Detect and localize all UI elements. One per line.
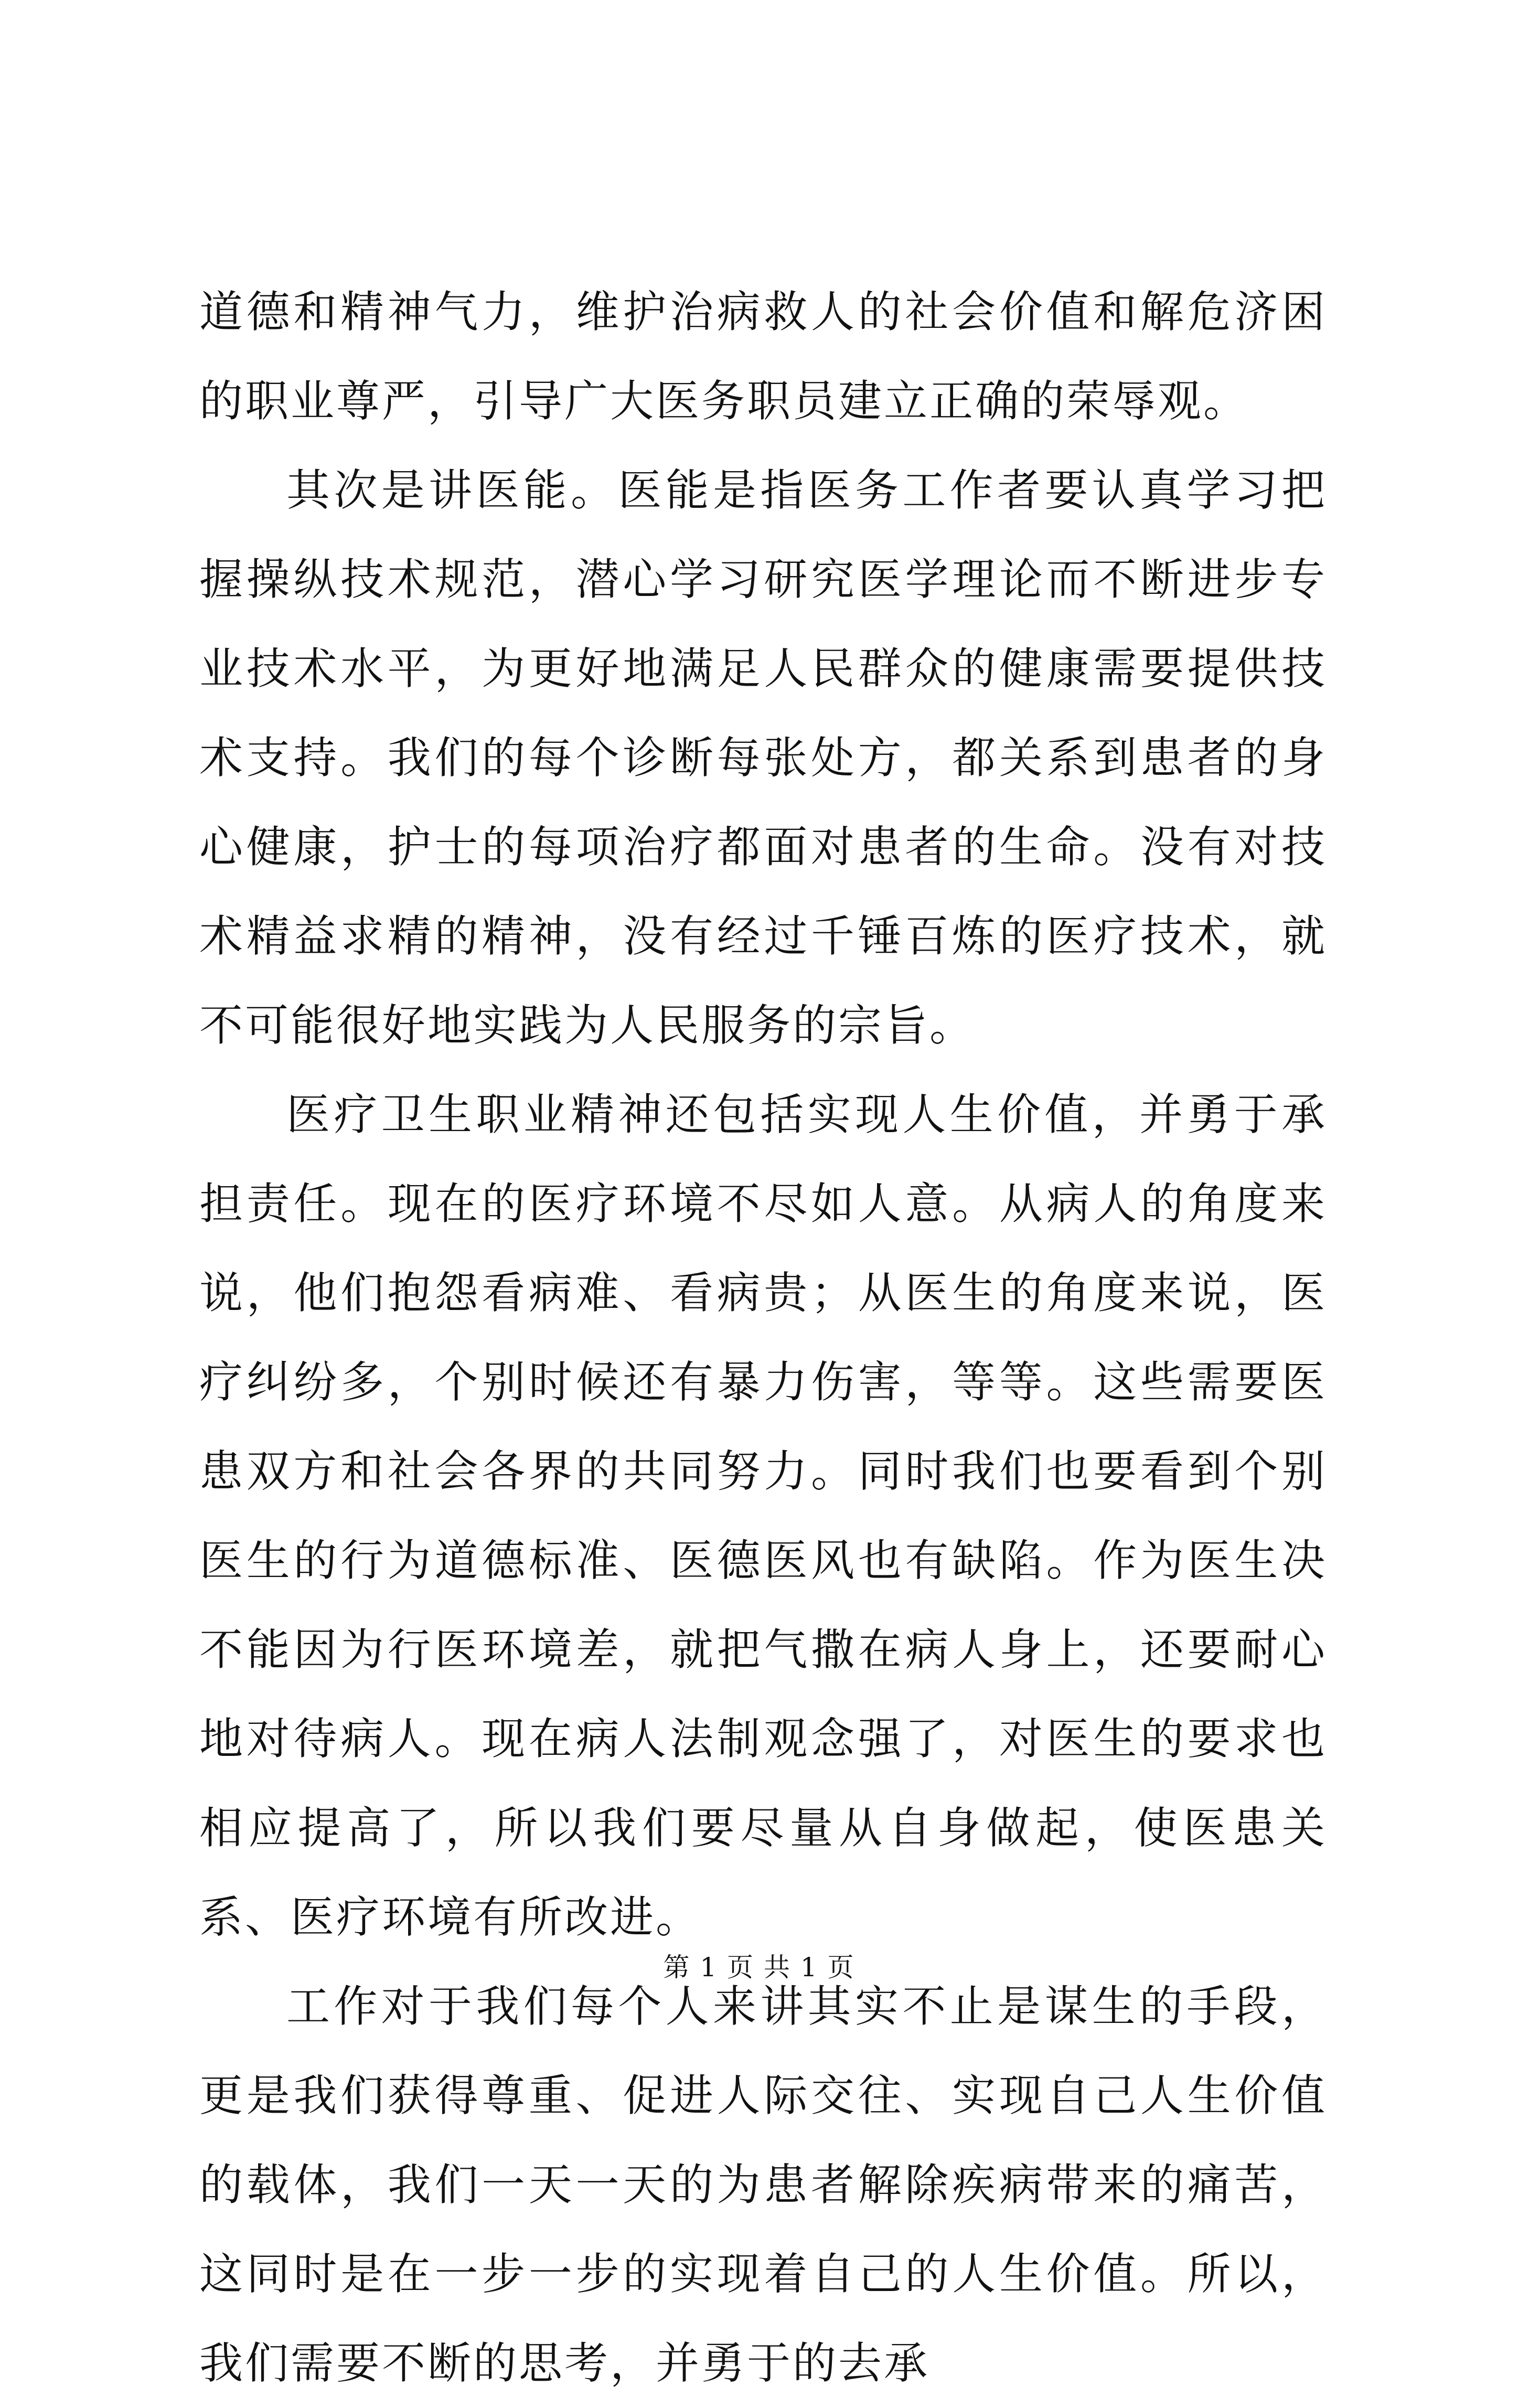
- document-body: [199, 268, 1327, 2408]
- paragraph-1: 道德和精神气力，维护治病救人的社会价值和解危济困的职业尊严，引导广大医务职员建立正确的荣辱观。: [199, 286, 1327, 427]
- page-number-footer: 第 1 页 共 1 页: [663, 1952, 855, 1983]
- paragraph-3: 医疗卫生职业精神还包括实现人生价值，并勇于承担责任。现在的医疗环境不尽如人意。从病人的角度来说，他们抱怨看病难、看病贵；从医生的角度来说，医疗纠纷多，个别时候还有暴力伤害，等等。这些需要医患双方和社会各界的共同努力。同时我们也要看到个别医生的行为道德标准、医德医风也有缺陷。作为医生决不能因为行医环境差，就把气撒在病人身上，还要耐心地对待病人。现在病人法制观念强了，对医生的要求也相应提高了，所以我们要尽量从自身做起，使医患关系、医疗环境有所改进。: [199, 1089, 1327, 1943]
- paragraph-2: 其次是讲医能。医能是指医务工作者要认真学习把握操纵技术规范，潜心学习研究医学理论而不断进步专业技术水平，为更好地满足人民群众的健康需要提供技术支持。我们的每个诊断每张处方，都关系到患者的身心健康，护士的每项治疗都面对患者的生命。没有对技术精益求精的精神，没有经过千锤百炼的医疗技术，就不可能很好地实践为人民服务的宗旨。: [199, 465, 1327, 1051]
- paragraph-4: 工作对于我们每个人来讲其实不止是谋生的手段，更是我们获得尊重、促进人际交往、实现自己人生价值的载体，我们一天一天的为患者解除疾病带来的痛苦，这同时是在一步一步的实现着自己的人生价值。所以，我们需要不断的思考，并勇于的去承: [199, 1981, 1327, 2389]
